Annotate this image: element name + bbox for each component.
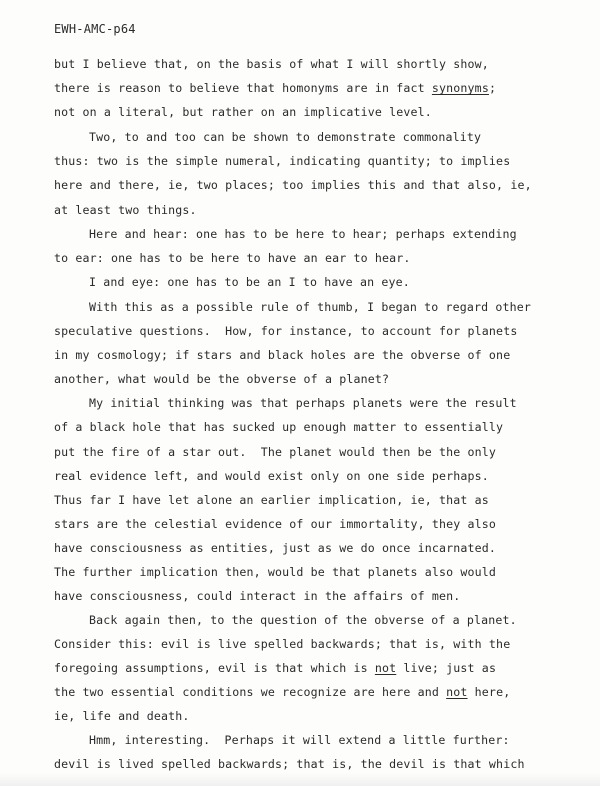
text-segment: Hmm, interesting. Perhaps it will extend a little further: [89,733,510,747]
text-segment: put the fire of a star out. The planet would then be the only [54,445,497,459]
text-line [54,81,600,95]
text-line [89,227,600,241]
text-segment: With this as a possible rule of thumb, I began to regard other [89,300,532,314]
text-line [54,517,600,531]
text-line [54,348,600,362]
text-line [89,396,600,410]
text-segment: speculative questions. How, for instance, to account for planets [54,324,518,338]
text-segment: at least two things. [54,203,197,217]
text-line [54,661,600,675]
text-line [89,275,600,289]
text-line [54,251,600,265]
text-segment: another, what would be the obverse of a planet? [54,372,390,386]
text-segment: of a black hole that has sucked up enough matter to essentially [54,420,504,434]
text-segment: Consider this: evil is live spelled backwards; that is, with the [54,637,511,651]
underlined-word: not [446,685,468,699]
text-line [54,105,600,119]
text-line [89,613,600,627]
text-segment: to ear: one has to be here to have an ear to hear. [54,251,411,265]
text-segment: Thus far I have let alone an earlier implication, ie, that as [54,493,489,507]
text-segment: have consciousness as entities, just as we do once incarnated. [54,541,497,555]
text-line [54,154,600,168]
text-segment: foregoing assumptions, evil is that which is [54,661,375,675]
text-segment: stars are the celestial evidence of our immortality, they also [54,517,497,531]
text-segment: real evidence left, and would exist only on one side perhaps. [54,469,489,483]
text-segment: I and eye: one has to be an I to have an eye. [89,275,410,289]
text-segment: have consciousness, could interact in the affairs of men. [54,589,461,603]
text-line [89,733,600,747]
text-line [54,565,600,579]
text-segment: in my cosmology; if stars and black holes are the obverse of one [54,348,511,362]
text-line [54,493,600,507]
text-line [54,420,600,434]
text-segment: there is reason to believe that homonyms are in fact [54,81,432,95]
text-line [89,300,600,314]
text-segment: My initial thinking was that perhaps planets were the result [89,396,517,410]
text-segment: live; just as [396,661,497,675]
text-segment: ie, life and death. [54,709,190,723]
text-line [54,757,600,771]
underlined-word: not [374,661,397,675]
text-line [54,637,600,651]
text-line [54,57,600,71]
text-segment: here, [467,685,511,699]
text-segment: devil is lived spelled backwards; that is, the devil is that which [54,757,525,771]
text-line [54,541,600,555]
page-edge-shadow [0,772,600,786]
text-line [54,372,600,386]
text-segment: the two essential conditions we recognize are here and [54,685,447,699]
text-line [54,589,600,603]
text-line [54,445,600,459]
text-segment: Two, to and too can be shown to demonstrate commonality [89,130,482,144]
text-line [54,178,600,192]
text-line [54,324,600,338]
text-line [54,469,600,483]
text-segment: here and there, ie, two places; too implies this and that also, ie, [54,178,532,192]
text-segment: ; [488,81,497,95]
text-line [54,203,600,217]
text-line [54,709,600,723]
text-segment: not on a literal, but rather on an implicative level. [54,105,432,119]
underlined-word: synonyms [431,81,489,95]
text-segment: Back again then, to the question of the obverse of a planet. [89,613,517,627]
page-header: EWH-AMC-p64 [54,22,136,36]
text-line [54,685,600,699]
text-segment: Here and hear: one has to be here to hear; perhaps extending [89,227,517,241]
text-segment: but I believe that, on the basis of what I will shortly show, [54,57,489,71]
text-segment: thus: two is the simple numeral, indicating quantity; to implies [54,154,511,168]
text-line [89,130,600,144]
text-segment: The further implication then, would be that planets also would [54,565,497,579]
